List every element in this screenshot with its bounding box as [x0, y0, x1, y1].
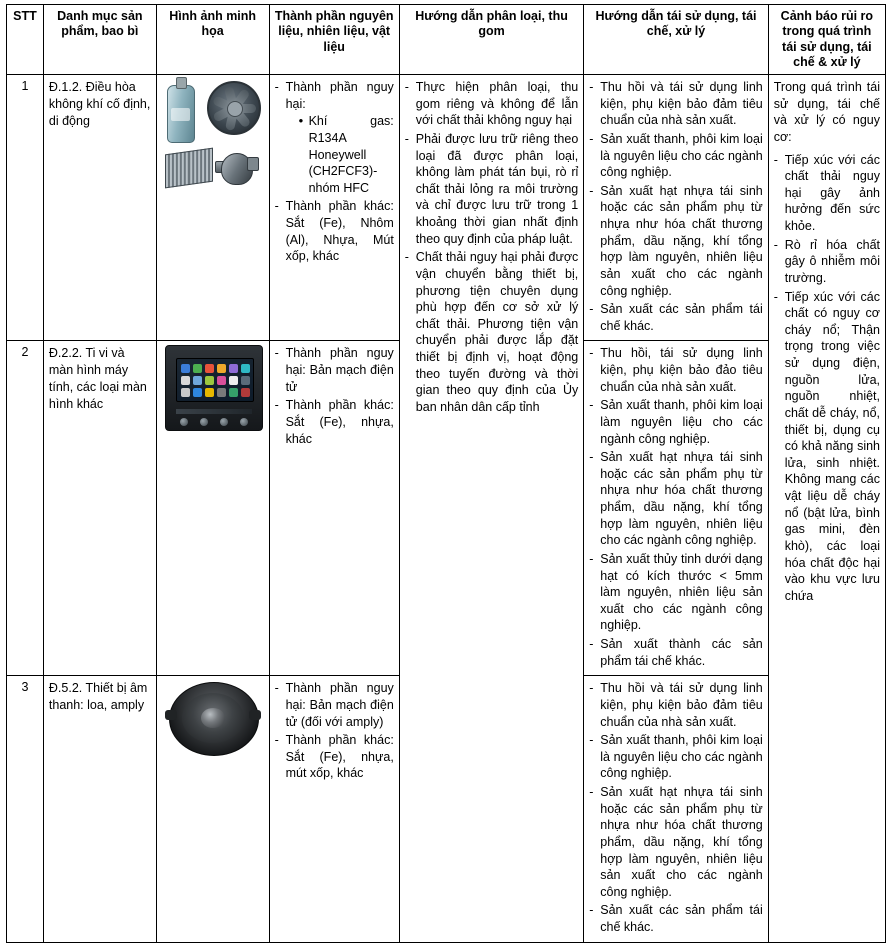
risk-warning-cell	[768, 75, 885, 943]
risk-intro: Trong quá trình tái sử dụng, tái chế và xử lý có nguy cơ:	[773, 80, 880, 144]
sorting-item: - Phải được lưu trữ riêng theo loại đã được phân loại, không làm phát tán bụi, rò rỉ chất thải lỏng ra môi trường và chỉ được lưu trữ trong 1 khoảng thời gian nhất định theo quy định của pháp luật.	[405, 131, 578, 247]
reuse-item: - Thu hồi, tái sử dụng linh kiện, phụ kiện bảo đảo tiêu chuẩn của nhà sản xuất.	[589, 345, 762, 395]
reuse-item: - Sản xuất thanh, phôi kim loại là nguyên liệu cho các ngành công nghiệp.	[589, 131, 762, 181]
product-illustration-display	[156, 341, 269, 676]
control-strip	[176, 409, 252, 414]
other-materials: - Thành phần khác: Sắt (Fe), Nhôm (Al), Nhựa, Mút xốp, khác	[275, 198, 394, 265]
knob-mid-icon	[200, 418, 208, 426]
reuse-item: - Sản xuất thủy tinh dưới dạng hạt có kích thước < 5mm làm nguyên, nhiên liệu sản xuất cho các ngành công nghiệp.	[589, 551, 762, 634]
hazard-label: - Thành phần nguy hại: Bản mạch điện tử (đối với amply)	[275, 680, 394, 730]
reuse-item: - Sản xuất thanh, phôi kim loại là nguyên liệu cho các ngành công nghiệp.	[589, 732, 762, 782]
risk-item: - Tiếp xúc với các chất thải nguy hại gây ảnh hưởng đến sức khỏe.	[774, 152, 880, 235]
reuse-item: - Thu hồi và tái sử dụng linh kiện, phụ kiện bảo đảm tiêu chuẩn của nhà sản xuất.	[589, 680, 762, 730]
compressor-icon	[215, 149, 259, 189]
header-risk-warning: Cảnh báo rủi ro trong quá trình tái sử dụng, tái chế & xử lý	[768, 5, 885, 75]
sorting-guidance-cell	[399, 75, 583, 943]
reuse-item: - Thu hồi và tái sử dụng linh kiện, phụ kiện bảo đảm tiêu chuẩn của nhà sản xuất.	[589, 79, 762, 129]
header-sorting-guidance: Hướng dẫn phân loại, thu gom	[399, 5, 583, 75]
product-illustration-speaker	[156, 676, 269, 942]
reuse-item: - Sản xuất thành các sản phẩm tái chế khác.	[589, 636, 762, 669]
reuse-item: - Sản xuất hạt nhựa tái sinh hoặc các sản phẩm phụ từ nhựa như hóa chất thương phẩm, dầu nặng, khí tổng hợp làm nguyên, nhiên liệu cho các ngành công nghiệp.	[589, 449, 762, 549]
reuse-guidance-cell	[584, 676, 768, 942]
knob-left-icon	[180, 418, 188, 426]
sorting-item: - Chất thải nguy hại phải được vận chuyển bằng thiết bị, phương tiện chuyên dụng phù hợp đến cơ sở xử lý chất thải. Phương tiện vận chuyển phải được lắp đặt thiết bị định vị, hoạt động theo tuyến đường và thời gian theo quy định của Ủy ban nhân dân cấp tỉnh	[405, 249, 578, 415]
reuse-item: - Sản xuất hạt nhựa tái sinh hoặc các sản phẩm phụ từ nhựa như hóa chất thương phẩm, dầu nặng, khí tổng hợp làm nguyên, nhiên liệu sản xuất cho các ngành công nghiệp.	[589, 784, 762, 900]
table-header-row	[7, 5, 886, 75]
row-index: 3	[7, 676, 44, 942]
refrigerant-tank-icon	[167, 85, 195, 143]
header-reuse-guidance: Hướng dẫn tái sử dụng, tái chế, xử lý	[584, 5, 768, 75]
sorting-item: - Thực hiện phân loại, thu gom riêng và không để lẫn với chất thải không nguy hại	[405, 79, 578, 129]
knob-right-icon	[240, 418, 248, 426]
knob-mid2-icon	[220, 418, 228, 426]
hazard-label: - Thành phần nguy hại: Bản mạch điện tử	[275, 345, 394, 395]
hazard-item: • Khí gas: R134A Honeywell (CH2FCF3)-nhóm HFC	[299, 113, 394, 196]
condenser-coil-icon	[165, 148, 213, 189]
row-index: 1	[7, 75, 44, 341]
header-illustration: Hình ảnh minh họa	[156, 5, 269, 75]
other-materials: - Thành phần khác: Sắt (Fe), nhựa, mút xốp, khác	[275, 732, 394, 782]
reuse-item: - Sản xuất thanh, phôi kim loại làm nguyên liệu cho các ngành công nghiệp.	[589, 397, 762, 447]
display-screen-art	[165, 345, 263, 431]
product-name: Đ.1.2. Điều hòa không khí cố định, di động	[43, 75, 156, 341]
materials-cell	[269, 75, 399, 341]
air-conditioner-art	[165, 79, 261, 191]
product-illustration-air-conditioner	[156, 75, 269, 341]
materials-cell	[269, 676, 399, 942]
header-stt: STT	[7, 5, 44, 75]
reuse-item: - Sản xuất các sản phẩm tái chế khác.	[589, 902, 762, 935]
header-product-category: Danh mục sản phẩm, bao bì	[43, 5, 156, 75]
table-body	[7, 75, 886, 943]
reuse-item: - Sản xuất các sản phẩm tái chế khác.	[589, 301, 762, 334]
table-header	[7, 5, 886, 75]
table-row	[7, 75, 886, 341]
header-materials: Thành phần nguyên liệu, nhiên liệu, vật liệu	[269, 5, 399, 75]
product-name: Đ.2.2. Ti vi và màn hình máy tính, các loại màn hình khác	[43, 341, 156, 676]
fan-icon	[207, 81, 261, 135]
risk-item: - Rò rỉ hóa chất gây ô nhiễm môi trường.	[774, 237, 880, 287]
reuse-item: - Sản xuất hạt nhựa tái sinh hoặc các sản phẩm phụ từ nhựa như hóa chất thương phẩm, dầu nặng, khí tổng hợp làm nguyên, nhiên liệu sản xuất cho các ngành công nghiệp.	[589, 183, 762, 299]
product-recycling-table	[6, 4, 886, 943]
row-index: 2	[7, 341, 44, 676]
reuse-guidance-cell	[584, 341, 768, 676]
risk-item: - Tiếp xúc với các chất có nguy cơ cháy nổ; Thận trọng trong việc sử dụng điện, nguồn lửa, nguồn nhiệt, chất dễ cháy, nổ, thiết bị, dụng cụ có khả năng sinh lửa, sinh nhiệt. Không mang các vật liệu dễ cháy nổ (bật lửa, bình gas mini, đèn khò), các loại hóa chất độc hại vào khu vực lưu chứa	[774, 289, 880, 605]
reuse-guidance-cell	[584, 75, 768, 341]
other-materials: - Thành phần khác: Sắt (Fe), nhựa, khác	[275, 397, 394, 447]
product-name: Đ.5.2. Thiết bị âm thanh: loa, amply	[43, 676, 156, 942]
speaker-dome-icon	[201, 708, 225, 728]
screen-icon	[176, 358, 254, 402]
hazard-label: - Thành phần nguy hại: • Khí gas: R134A Honeywell (CH2FCF3)-nhóm HFC	[275, 79, 394, 196]
materials-cell	[269, 341, 399, 676]
speaker-art	[165, 680, 261, 756]
